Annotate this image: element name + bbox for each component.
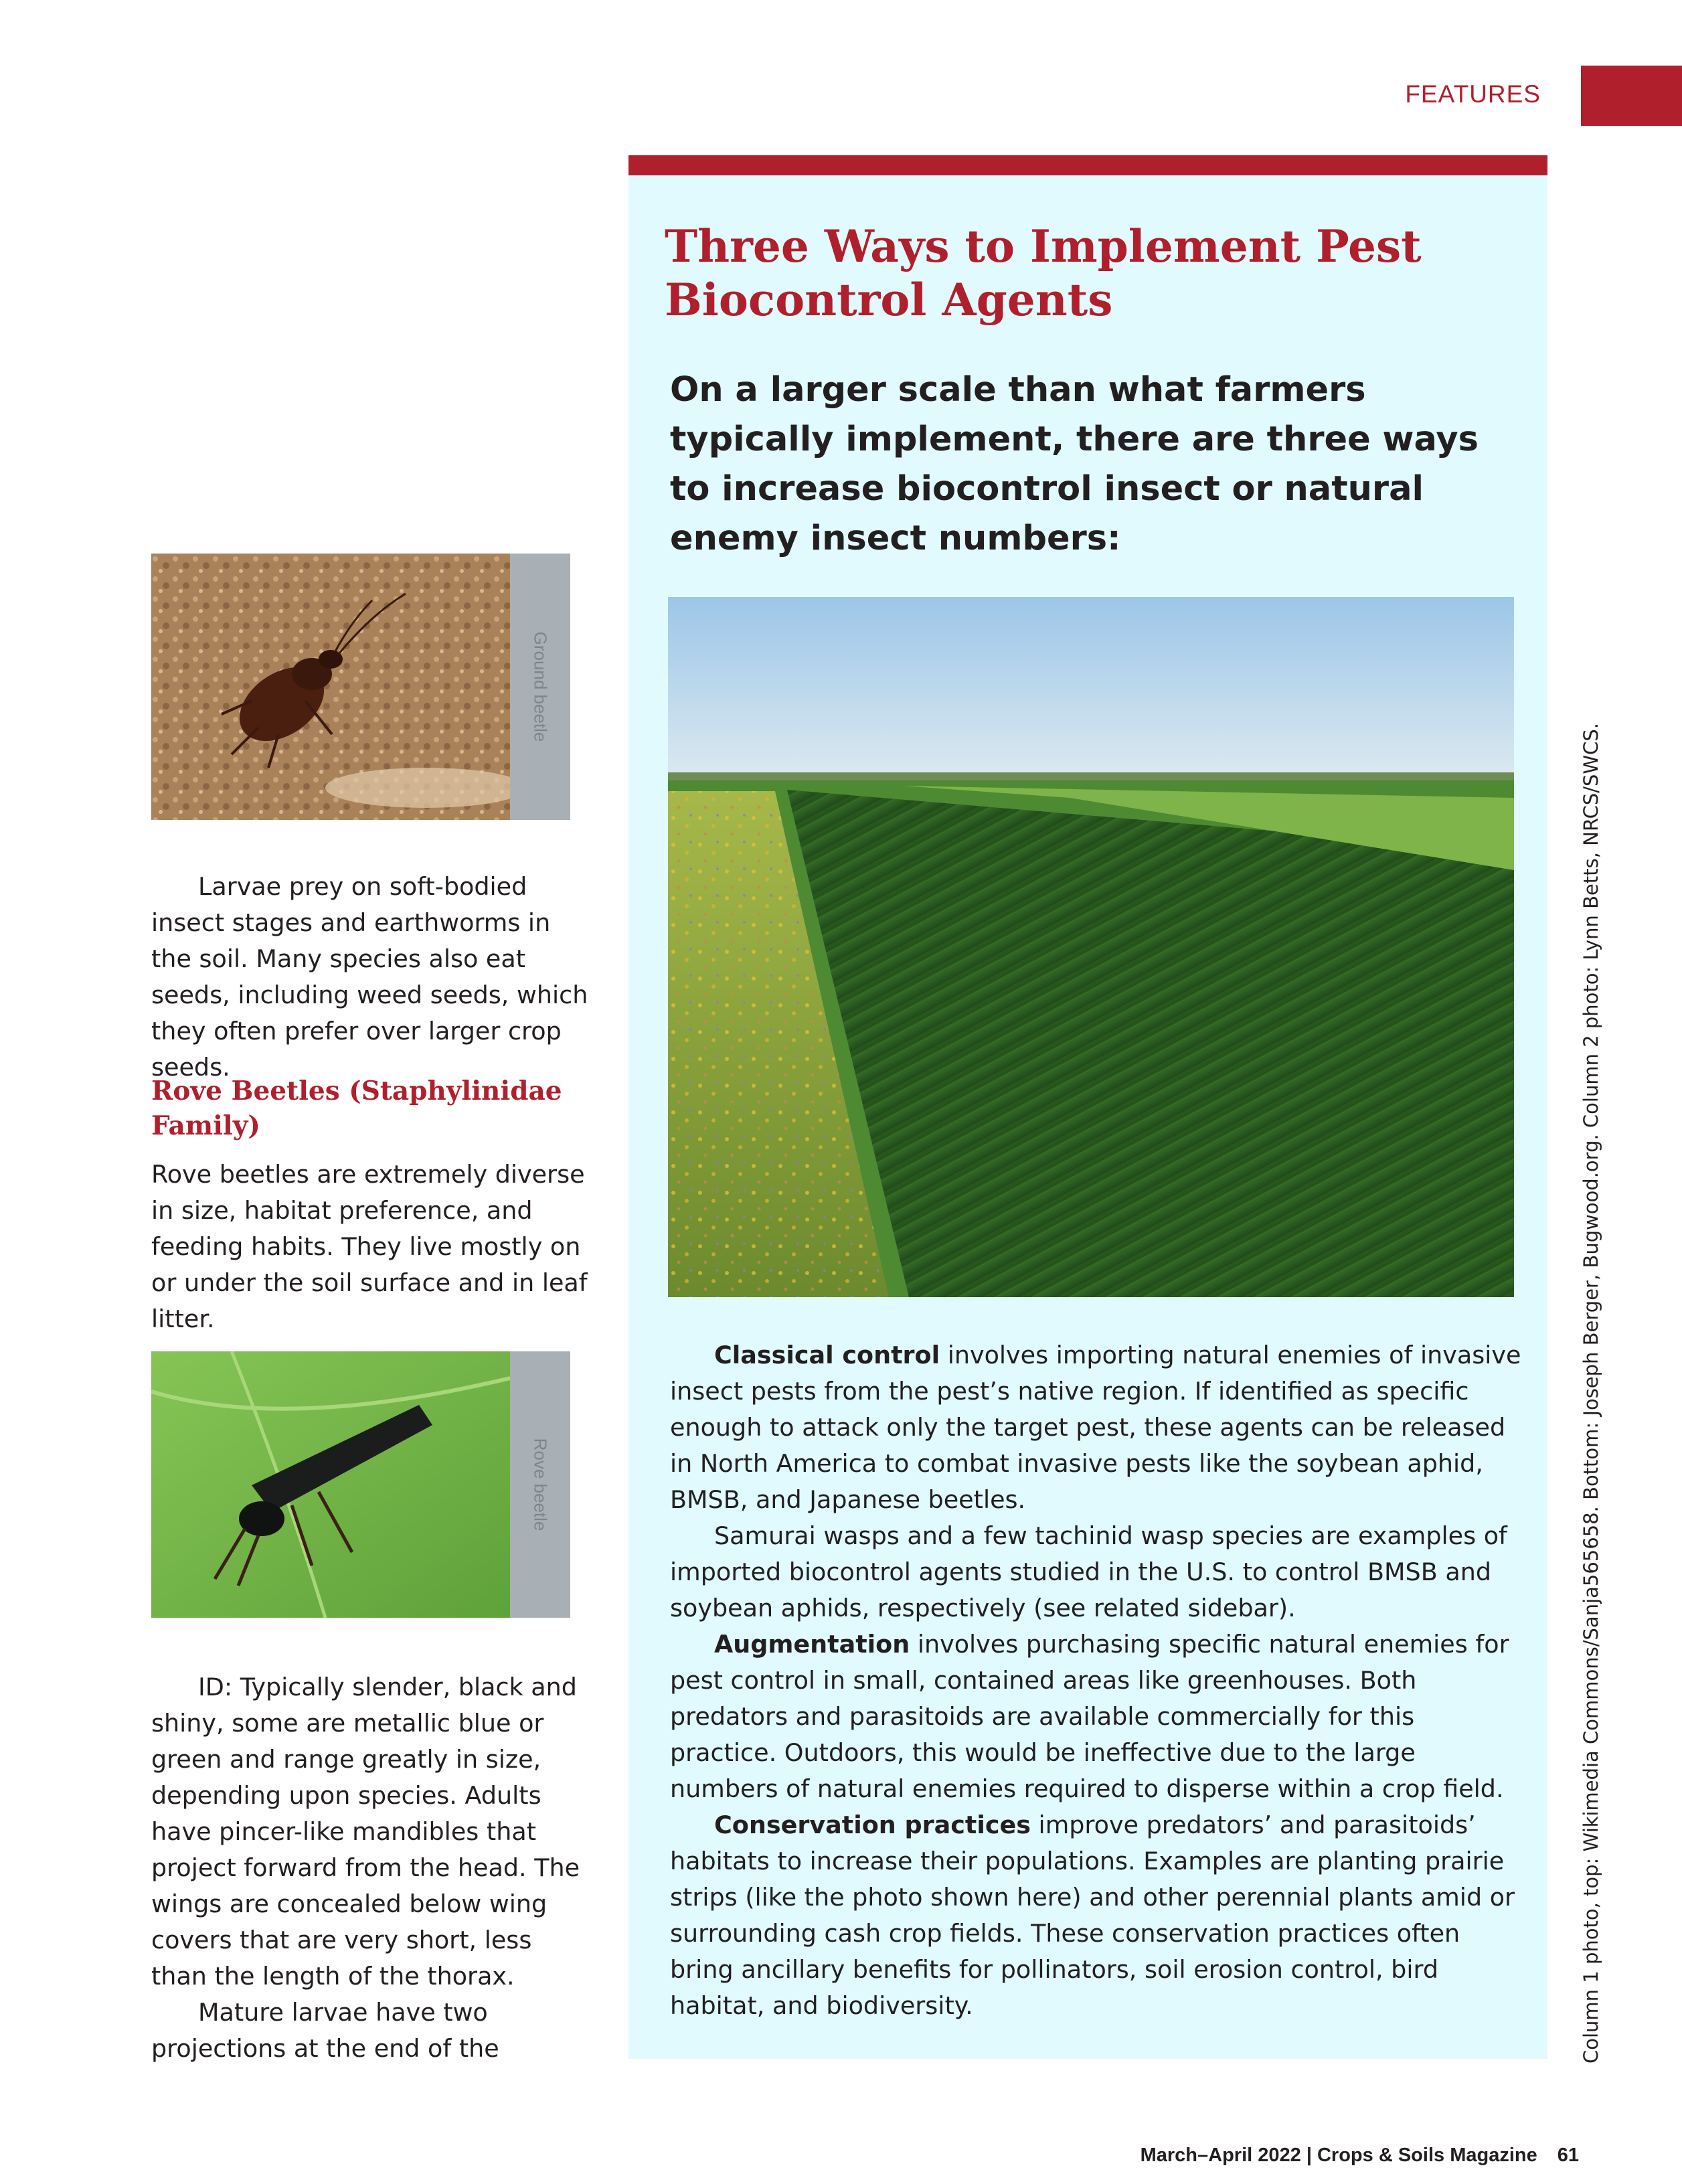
paragraph-augmentation [670, 1626, 1523, 1807]
photo-credit: Column 1 photo, top: Wikimedia Commons/Sanja565658. Bottom: Joseph Berger, Bugwood.org. Column 2 photo: Lynn Betts, NRCS/SWCS. [1580, 723, 1602, 2064]
prairie-strip-image [668, 597, 1514, 1297]
page-footer [1141, 2145, 1579, 2167]
prairie-strip-photo [668, 597, 1514, 1297]
term-augmentation: Augmentation [714, 1630, 910, 1659]
paragraph-rove-beetle-id: ID: Typically slender, black and shiny, some are metallic blue or green and range greatly in size, depending upon species. Adults have pincer-like mandibles that project forward from the head. The wings are concealed below wing covers that are very short, less than the length of the thorax. [151, 1673, 580, 1991]
paragraph-text: Samurai wasps and a few tachinid wasp species are examples of imported biocontrol agents studied in the U.S. to control BMSB and soybean aphids, respectively (see related sidebar). [670, 1521, 1507, 1622]
term-classical-control: Classical control [714, 1341, 940, 1369]
paragraph-rove-beetles: Rove beetles are extremely diverse in size, habitat preference, and feeding habits. They live mostly on or under the soil surface and in leaf litter. [151, 1160, 588, 1333]
photo-label: Rove beetle [530, 1438, 551, 1531]
page-number: 61 [1557, 2145, 1579, 2166]
photo-label: Ground beetle [530, 631, 551, 742]
sidebar-body [670, 1337, 1523, 2024]
section-label: FEATURES [1405, 80, 1541, 108]
left-column-text-3 [151, 1669, 593, 2067]
left-column-text-1 [151, 869, 593, 1086]
paragraph-classical-control [670, 1337, 1523, 1518]
section-tab-block [1581, 66, 1682, 126]
photo-label-tab [510, 1351, 570, 1618]
rove-beetle-photo [151, 1351, 570, 1618]
paragraph-text: improve predators’ and parasitoids’ habitats to increase their populations. Examples are planting prairie strips (like the photo shown here) and other perennial plants amid or surrounding cash crop fields. These conservation practices often bring ancillary benefits for pollinators, soil erosion control, bird habitat, and biodiversity. [670, 1811, 1515, 2020]
sidebar-title: Three Ways to Implement Pest Biocontrol Agents [665, 220, 1422, 326]
footer-publication: March–April 2022 | Crops & Soils Magazine [1140, 2145, 1537, 2166]
paragraph-text: involves importing natural enemies of invasive insect pests from the pest’s native region. If identified as specific enough to attack only the target pest, these agents can be released in North America to combat invasive pests like the soybean aphid, BMSB, and Japanese beetles. [670, 1341, 1521, 1514]
paragraph-samurai-wasps [670, 1518, 1523, 1626]
rove-beetles-heading: Rove Beetles (Staphylinidae Family) [151, 1076, 562, 1141]
term-conservation-practices: Conservation practices [714, 1811, 1031, 1839]
paragraph-rove-beetle-larvae: Mature larvae have two projections at the end of the [151, 1998, 499, 2063]
photo-label-tab [510, 554, 570, 820]
paragraph-text: involves purchasing specific natural enemies for pest control in small, contained areas like greenhouses. Both predators and parasitoids are available commercially for this practice. Outdoors, this would be ineffective due to the large numbers of natural enemies required to disperse within a crop field. [670, 1630, 1509, 1803]
sidebar-top-bar [628, 155, 1547, 175]
rove-beetle-image [151, 1351, 510, 1618]
ground-beetle-image [151, 554, 510, 820]
paragraph-ground-beetle-larvae: Larvae prey on soft-bodied insect stages and earthworms in the soil. Many species also eat seeds, including weed seeds, which they often prefer over larger crop seeds. [151, 872, 588, 1082]
paragraph-conservation-practices [670, 1807, 1523, 2024]
sidebar-lead: On a larger scale than what farmers typically implement, there are three ways to increase biocontrol insect or natural enemy insect numbers: [670, 370, 1479, 558]
ground-beetle-photo [151, 554, 570, 820]
left-column-text-2 [151, 1157, 593, 1337]
